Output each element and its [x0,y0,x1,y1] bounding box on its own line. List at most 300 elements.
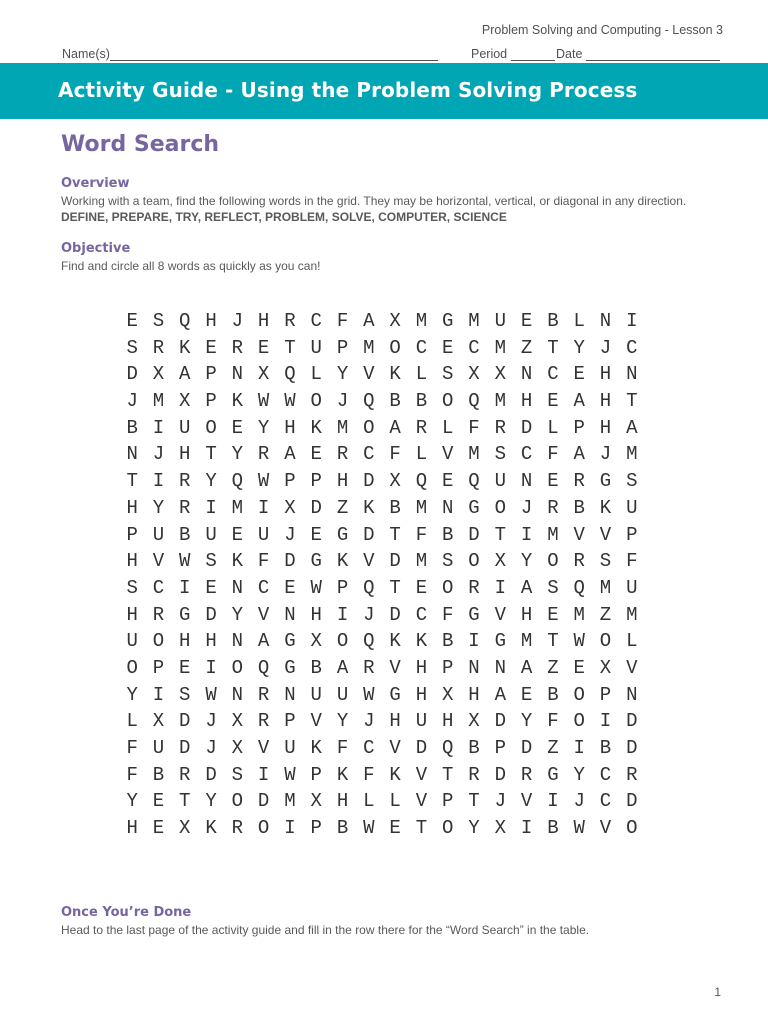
grid-letter[interactable]: U [126,630,138,653]
grid-letter[interactable]: D [179,737,191,759]
grid-letter[interactable]: P [626,523,638,546]
grid-letter[interactable]: U [494,470,506,493]
grid-letter[interactable]: M [152,390,165,413]
grid-letter[interactable]: Y [205,790,217,813]
grid-letter[interactable]: X [389,310,401,332]
grid-letter[interactable]: H [284,416,296,439]
grid-letter[interactable]: J [573,790,585,813]
grid-letter[interactable]: C [626,336,638,359]
grid-letter[interactable]: F [363,763,375,786]
grid-letter[interactable]: P [310,763,322,786]
grid-letter[interactable]: I [257,496,270,519]
grid-letter[interactable]: N [231,576,244,599]
grid-letter[interactable]: X [599,656,612,679]
grid-letter[interactable]: G [336,523,349,546]
grid-letter[interactable]: H [179,443,191,466]
grid-letter[interactable]: I [205,656,217,679]
grid-letter[interactable]: K [599,496,612,519]
grid-letter[interactable]: B [126,416,138,439]
grid-letter[interactable]: E [547,470,559,493]
grid-letter[interactable]: L [363,790,375,813]
grid-letter[interactable]: T [442,763,454,786]
grid-letter[interactable]: D [626,710,638,733]
grid-letter[interactable]: F [126,763,138,786]
grid-letter[interactable]: F [389,443,401,466]
grid-letter[interactable]: B [389,390,401,413]
grid-letter[interactable]: M [626,443,638,466]
grid-letter[interactable]: E [520,310,533,332]
grid-letter[interactable]: U [626,496,638,519]
grid-letter[interactable]: T [547,630,559,653]
grid-letter[interactable]: W [573,817,585,840]
grid-letter[interactable]: Z [547,737,559,759]
grid-letter[interactable]: D [205,763,217,786]
grid-letter[interactable]: O [626,817,638,840]
grid-letter[interactable]: E [389,817,401,840]
grid-letter[interactable]: C [363,737,375,759]
grid-letter[interactable]: G [284,630,296,653]
grid-letter[interactable]: K [231,390,244,413]
grid-letter[interactable]: Q [442,737,454,759]
grid-letter[interactable]: V [415,763,428,786]
grid-letter[interactable]: H [599,363,612,386]
grid-letter[interactable]: L [126,710,138,733]
grid-letter[interactable]: H [389,710,401,733]
grid-letter[interactable]: P [284,470,296,493]
grid-letter[interactable]: I [468,630,480,653]
grid-letter[interactable]: C [599,763,612,786]
grid-letter[interactable]: Q [257,656,270,679]
grid-letter[interactable]: E [152,790,165,813]
grid-letter[interactable]: W [179,550,191,573]
grid-letter[interactable]: H [179,630,191,653]
grid-letter[interactable]: H [126,603,138,626]
grid-letter[interactable]: P [152,656,165,679]
grid-letter[interactable]: J [520,496,533,519]
grid-letter[interactable]: M [599,576,612,599]
grid-letter[interactable]: N [626,683,638,706]
grid-letter[interactable]: N [231,630,244,653]
grid-letter[interactable]: R [363,656,375,679]
grid-letter[interactable]: M [468,310,480,332]
grid-letter[interactable]: P [205,363,217,386]
grid-letter[interactable]: E [284,576,296,599]
grid-letter[interactable]: X [257,363,270,386]
grid-letter[interactable]: Q [363,576,375,599]
grid-letter[interactable]: M [468,443,480,466]
grid-letter[interactable]: Q [468,390,480,413]
grid-letter[interactable]: H [415,656,428,679]
grid-letter[interactable]: J [126,390,138,413]
grid-letter[interactable]: R [336,443,349,466]
grid-letter[interactable]: B [152,763,165,786]
grid-letter[interactable]: J [284,523,296,546]
grid-letter[interactable]: Y [520,710,533,733]
grid-letter[interactable]: F [336,737,349,759]
grid-letter[interactable]: H [442,710,454,733]
grid-letter[interactable]: R [152,603,165,626]
grid-letter[interactable]: O [468,550,480,573]
grid-letter[interactable]: S [626,470,638,493]
grid-letter[interactable]: V [520,790,533,813]
grid-letter[interactable]: H [257,310,270,332]
grid-letter[interactable]: S [179,683,191,706]
grid-letter[interactable]: H [415,683,428,706]
grid-letter[interactable]: F [547,443,559,466]
grid-letter[interactable]: R [626,763,638,786]
grid-letter[interactable]: G [599,470,612,493]
grid-letter[interactable]: S [442,550,454,573]
grid-letter[interactable]: I [520,817,533,840]
grid-letter[interactable]: Q [284,363,296,386]
grid-letter[interactable]: J [152,443,165,466]
grid-letter[interactable]: G [389,683,401,706]
grid-letter[interactable]: L [547,416,559,439]
grid-letter[interactable]: X [468,363,480,386]
grid-letter[interactable]: R [468,763,480,786]
grid-letter[interactable]: A [520,576,533,599]
grid-letter[interactable]: M [520,630,533,653]
grid-letter[interactable]: E [179,656,191,679]
grid-letter[interactable]: T [468,790,480,813]
grid-letter[interactable]: P [126,523,138,546]
date-field[interactable] [556,47,720,61]
grid-letter[interactable]: Q [363,390,375,413]
grid-letter[interactable]: M [547,523,559,546]
grid-letter[interactable]: X [231,737,244,759]
grid-letter[interactable]: I [205,496,217,519]
grid-letter[interactable]: A [257,630,270,653]
grid-letter[interactable]: L [442,416,454,439]
grid-letter[interactable]: U [310,683,322,706]
grid-letter[interactable]: O [599,630,612,653]
grid-letter[interactable]: C [468,336,480,359]
grid-letter[interactable]: I [284,817,296,840]
grid-letter[interactable]: I [573,737,585,759]
grid-letter[interactable]: C [257,576,270,599]
grid-letter[interactable]: D [310,496,322,519]
grid-letter[interactable]: D [626,737,638,759]
grid-letter[interactable]: T [547,336,559,359]
grid-letter[interactable]: F [257,550,270,573]
grid-letter[interactable]: P [599,683,612,706]
grid-letter[interactable]: S [442,363,454,386]
grid-letter[interactable]: A [494,683,506,706]
grid-letter[interactable]: R [179,496,191,519]
grid-letter[interactable]: V [257,603,270,626]
grid-letter[interactable]: X [310,790,322,813]
grid-letter[interactable]: P [442,790,454,813]
grid-letter[interactable]: D [126,363,138,386]
grid-letter[interactable]: K [231,550,244,573]
grid-letter[interactable]: H [310,603,322,626]
grid-letter[interactable]: L [415,443,428,466]
grid-letter[interactable]: W [363,683,375,706]
grid-letter[interactable]: O [389,336,401,359]
grid-letter[interactable]: B [310,656,322,679]
grid-letter[interactable]: S [126,576,138,599]
grid-letter[interactable]: H [520,603,533,626]
grid-letter[interactable]: U [310,336,322,359]
grid-letter[interactable]: K [310,416,322,439]
grid-letter[interactable]: D [205,603,217,626]
grid-letter[interactable]: C [520,443,533,466]
grid-letter[interactable]: T [494,523,506,546]
grid-letter[interactable]: O [205,416,217,439]
grid-letter[interactable]: G [442,310,454,332]
grid-letter[interactable]: C [547,363,559,386]
grid-letter[interactable]: D [494,763,506,786]
grid-letter[interactable]: I [179,576,191,599]
grid-letter[interactable]: U [336,683,349,706]
grid-letter[interactable]: B [599,737,612,759]
grid-letter[interactable]: N [468,656,480,679]
grid-letter[interactable]: J [363,710,375,733]
grid-letter[interactable]: V [442,443,454,466]
grid-letter[interactable]: P [310,817,322,840]
grid-letter[interactable]: U [179,416,191,439]
grid-letter[interactable]: E [257,336,270,359]
grid-letter[interactable]: M [363,336,375,359]
grid-letter[interactable]: H [520,390,533,413]
grid-letter[interactable]: V [389,656,401,679]
grid-letter[interactable]: R [257,710,270,733]
grid-letter[interactable]: C [415,603,428,626]
grid-letter[interactable]: F [547,710,559,733]
grid-letter[interactable]: Y [231,603,244,626]
grid-letter[interactable]: A [626,416,638,439]
grid-letter[interactable]: J [231,310,244,332]
grid-letter[interactable]: F [336,310,349,332]
grid-letter[interactable]: L [389,790,401,813]
grid-letter[interactable]: Y [126,683,138,706]
grid-letter[interactable]: X [494,363,506,386]
grid-letter[interactable]: M [494,390,506,413]
grid-letter[interactable]: Y [573,336,585,359]
grid-letter[interactable]: N [231,363,244,386]
grid-letter[interactable]: Y [152,496,165,519]
grid-letter[interactable]: X [152,710,165,733]
grid-letter[interactable]: E [547,390,559,413]
grid-letter[interactable]: O [442,817,454,840]
grid-letter[interactable]: N [520,470,533,493]
grid-letter[interactable]: F [442,603,454,626]
grid-letter[interactable]: A [179,363,191,386]
grid-letter[interactable]: U [284,737,296,759]
grid-letter[interactable]: Z [336,496,349,519]
grid-letter[interactable]: D [257,790,270,813]
grid-letter[interactable]: I [152,416,165,439]
grid-letter[interactable]: X [442,683,454,706]
grid-letter[interactable]: S [231,763,244,786]
grid-letter[interactable]: G [310,550,322,573]
grid-letter[interactable]: J [336,390,349,413]
grid-letter[interactable]: W [257,470,270,493]
grid-letter[interactable]: B [547,683,559,706]
grid-letter[interactable]: V [363,363,375,386]
grid-letter[interactable]: E [310,523,322,546]
grid-letter[interactable]: O [231,656,244,679]
grid-letter[interactable]: V [363,550,375,573]
grid-letter[interactable]: Z [547,656,559,679]
grid-letter[interactable]: F [626,550,638,573]
grid-letter[interactable]: D [179,710,191,733]
grid-letter[interactable]: P [336,576,349,599]
grid-letter[interactable]: U [152,737,165,759]
name-field[interactable] [62,47,438,61]
grid-letter[interactable]: W [257,390,270,413]
grid-letter[interactable]: V [389,737,401,759]
grid-letter[interactable]: N [442,496,454,519]
grid-letter[interactable]: C [310,310,322,332]
grid-letter[interactable]: F [126,737,138,759]
grid-letter[interactable]: E [205,576,217,599]
grid-letter[interactable]: B [547,817,559,840]
grid-letter[interactable]: M [336,416,349,439]
grid-letter[interactable]: P [205,390,217,413]
grid-letter[interactable]: R [257,683,270,706]
grid-letter[interactable]: O [363,416,375,439]
grid-letter[interactable]: D [389,550,401,573]
grid-letter[interactable]: I [599,710,612,733]
grid-letter[interactable]: K [310,737,322,759]
grid-letter[interactable]: O [442,390,454,413]
grid-letter[interactable]: B [389,496,401,519]
grid-letter[interactable]: E [442,470,454,493]
grid-letter[interactable]: S [152,310,165,332]
grid-letter[interactable]: H [336,470,349,493]
grid-letter[interactable]: I [494,576,506,599]
grid-letter[interactable]: V [152,550,165,573]
grid-letter[interactable]: J [363,603,375,626]
grid-letter[interactable]: P [284,710,296,733]
grid-letter[interactable]: M [494,336,506,359]
grid-letter[interactable]: R [415,416,428,439]
grid-letter[interactable]: N [494,656,506,679]
grid-letter[interactable]: N [520,363,533,386]
grid-letter[interactable]: R [231,336,244,359]
grid-letter[interactable]: I [152,470,165,493]
grid-letter[interactable]: P [442,656,454,679]
grid-letter[interactable]: O [494,496,506,519]
grid-letter[interactable]: C [599,790,612,813]
grid-letter[interactable]: Q [415,470,428,493]
grid-letter[interactable]: D [468,523,480,546]
grid-letter[interactable]: D [363,523,375,546]
grid-letter[interactable]: B [468,737,480,759]
grid-letter[interactable]: M [415,550,428,573]
grid-letter[interactable]: K [389,763,401,786]
grid-letter[interactable]: T [389,576,401,599]
grid-letter[interactable]: B [442,523,454,546]
grid-letter[interactable]: P [573,416,585,439]
grid-letter[interactable]: Q [573,576,585,599]
grid-letter[interactable]: Y [468,817,480,840]
grid-letter[interactable]: M [573,603,585,626]
grid-letter[interactable]: I [336,603,349,626]
grid-letter[interactable]: W [205,683,217,706]
grid-letter[interactable]: E [231,523,244,546]
grid-letter[interactable]: H [126,496,138,519]
grid-letter[interactable]: Q [231,470,244,493]
grid-letter[interactable]: V [599,523,612,546]
grid-letter[interactable]: D [284,550,296,573]
grid-letter[interactable]: J [205,737,217,759]
grid-letter[interactable]: H [126,550,138,573]
grid-letter[interactable]: E [152,817,165,840]
grid-letter[interactable]: V [415,790,428,813]
grid-letter[interactable]: R [231,817,244,840]
grid-letter[interactable]: U [257,523,270,546]
grid-letter[interactable]: Y [336,363,349,386]
grid-letter[interactable]: M [231,496,244,519]
grid-letter[interactable]: O [231,790,244,813]
grid-letter[interactable]: I [152,683,165,706]
grid-letter[interactable]: B [547,310,559,332]
grid-letter[interactable]: H [468,683,480,706]
grid-letter[interactable]: Y [126,790,138,813]
grid-letter[interactable]: O [336,630,349,653]
grid-letter[interactable]: P [310,470,322,493]
grid-letter[interactable]: G [468,496,480,519]
grid-letter[interactable]: B [573,496,585,519]
grid-letter[interactable]: X [310,630,322,653]
grid-letter[interactable]: R [520,763,533,786]
grid-letter[interactable]: R [284,310,296,332]
grid-letter[interactable]: C [415,336,428,359]
grid-letter[interactable]: G [284,656,296,679]
grid-letter[interactable]: X [179,817,191,840]
grid-letter[interactable]: B [442,630,454,653]
grid-letter[interactable]: N [231,683,244,706]
grid-letter[interactable]: T [205,443,217,466]
grid-letter[interactable]: Q [468,470,480,493]
grid-letter[interactable]: I [257,763,270,786]
grid-letter[interactable]: L [310,363,322,386]
grid-letter[interactable]: H [205,310,217,332]
grid-letter[interactable]: A [389,416,401,439]
grid-letter[interactable]: N [284,603,296,626]
grid-letter[interactable]: E [126,310,138,332]
grid-letter[interactable]: V [599,817,612,840]
grid-letter[interactable]: B [336,817,349,840]
grid-letter[interactable]: S [126,336,138,359]
grid-letter[interactable]: P [494,737,506,759]
grid-letter[interactable]: R [573,550,585,573]
grid-letter[interactable]: X [494,550,506,573]
grid-letter[interactable]: T [126,470,138,493]
grid-letter[interactable]: T [284,336,296,359]
grid-letter[interactable]: X [231,710,244,733]
grid-letter[interactable]: X [284,496,296,519]
grid-letter[interactable]: K [179,336,191,359]
grid-letter[interactable]: I [547,790,559,813]
grid-letter[interactable]: U [626,576,638,599]
grid-letter[interactable]: O [442,576,454,599]
grid-letter[interactable]: X [389,470,401,493]
grid-letter[interactable]: K [415,630,428,653]
grid-letter[interactable]: A [573,390,585,413]
grid-letter[interactable]: J [494,790,506,813]
grid-letter[interactable]: W [310,576,322,599]
grid-letter[interactable]: R [179,763,191,786]
grid-letter[interactable]: R [257,443,270,466]
grid-letter[interactable]: T [415,817,428,840]
grid-letter[interactable]: R [573,470,585,493]
grid-letter[interactable]: E [547,603,559,626]
grid-letter[interactable]: M [415,496,428,519]
grid-letter[interactable]: Y [520,550,533,573]
